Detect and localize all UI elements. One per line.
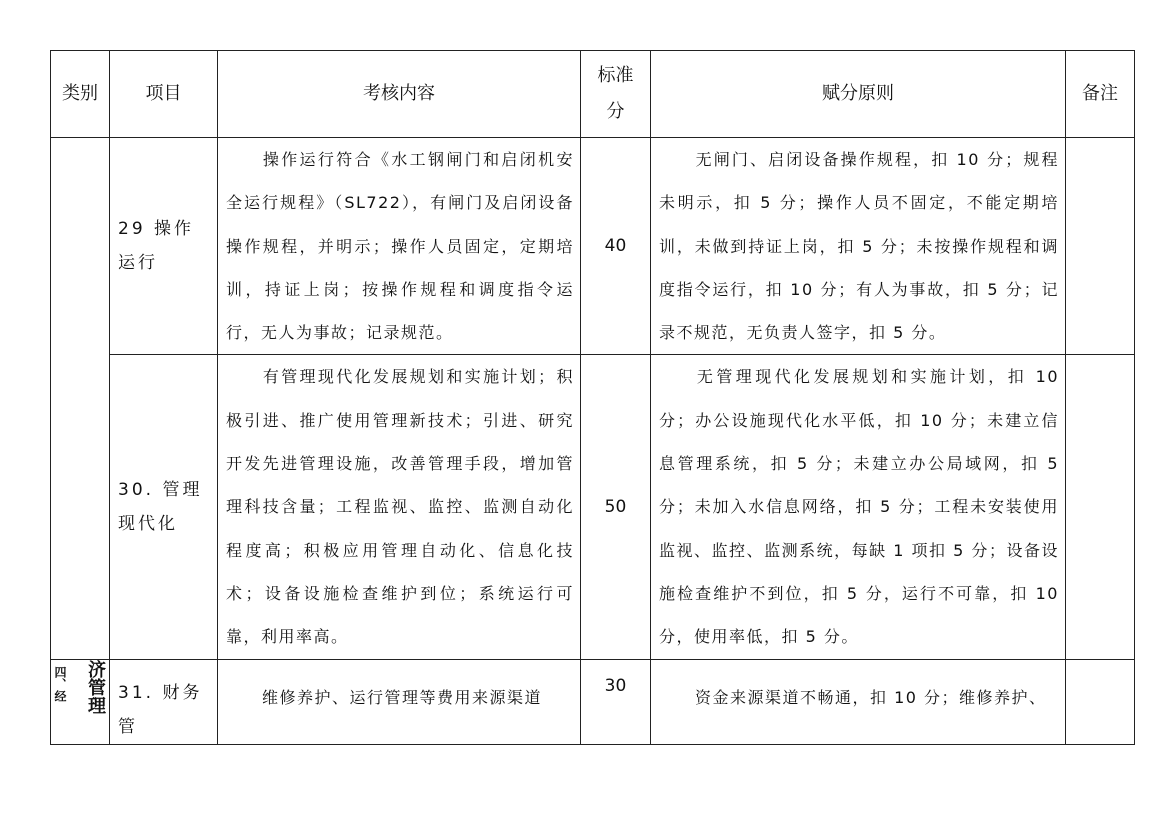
note-cell — [1066, 659, 1135, 744]
content-text: 操作运行符合《水工钢闸门和启闭机安全运行规程》（SL722），有闸门及启闭设备操作规程，并明示；操作人员固定，定期培训，持证上岗；按操作规程和调度指令运行，无人为事故；记录规范。 — [226, 150, 574, 343]
principle-text: 资金来源渠道不畅通，扣 10 分；维修养护、 — [695, 687, 1047, 707]
category-fragment: 四、经 — [53, 665, 67, 702]
assessment-table — [50, 50, 1135, 745]
content-text: 有管理现代化发展规划和实施计划；积极引进、推广使用管理新技术；引进、研究开发先进管理设施，改善管理手段，增加管理科技含量；工程监视、监控、监测自动化程度高；积极应用管理自动化、信息化技术；设备设施检查维护到位；系统运行可靠，利用率高。 — [226, 367, 574, 647]
header-score — [581, 51, 651, 138]
note-cell — [1066, 355, 1135, 659]
principle-text: 无闸门、启闭设备操作规程，扣 10 分；规程未明示，扣 5 分；操作人员不固定，不能定期培训，未做到持证上岗，扣 5 分；未按操作规程和调度指令运行，扣 10 分；有人为事故，扣 5 分；记录不规范，无负责人签字，扣 5 分。 — [659, 150, 1059, 343]
score-cell: 40 — [581, 138, 651, 355]
table-row — [51, 659, 1135, 744]
header-category: 类别 — [51, 51, 110, 138]
header-score-line1: 标准 — [597, 65, 634, 86]
header-principle: 赋分原则 — [651, 51, 1066, 138]
principle-text: 无管理现代化发展规划和实施计划，扣 10 分；办公设施现代化水平低，扣 10 分；未建立信息管理系统，扣 5 分；未建立办公局域网，扣 5 分；未加入水信息网络，扣 5 分；工程未安装使用监视、监控、监测系统，每缺 1 项扣 5 分；设备设施检查维护不到位，扣 5 分，运行不可靠，扣 10 分，使用率低，扣 5 分。 — [659, 367, 1059, 647]
header-row — [51, 51, 1135, 138]
header-note: 备注 — [1066, 51, 1135, 138]
item-cell: 29 操作运行 — [110, 138, 218, 355]
item-cell: 31. 财务管 — [110, 659, 218, 744]
table-row — [51, 355, 1135, 659]
category-cell — [51, 138, 110, 660]
content-text: 维修养护、运行管理等费用来源渠道 — [262, 687, 543, 707]
score-cell: 30 — [581, 659, 651, 744]
header-item: 项目 — [110, 51, 218, 138]
principle-cell — [651, 659, 1066, 744]
content-cell — [218, 138, 581, 355]
item-cell: 30. 管理现代化 — [110, 355, 218, 659]
category-cell — [51, 659, 110, 744]
content-cell — [218, 659, 581, 744]
score-cell: 50 — [581, 355, 651, 659]
table-row — [51, 138, 1135, 355]
note-cell — [1066, 138, 1135, 355]
principle-cell — [651, 138, 1066, 355]
header-content: 考核内容 — [218, 51, 581, 138]
category-label: 济管理 — [88, 659, 106, 717]
content-cell — [218, 355, 581, 659]
principle-cell — [651, 355, 1066, 659]
header-score-line2: 分 — [606, 101, 625, 122]
